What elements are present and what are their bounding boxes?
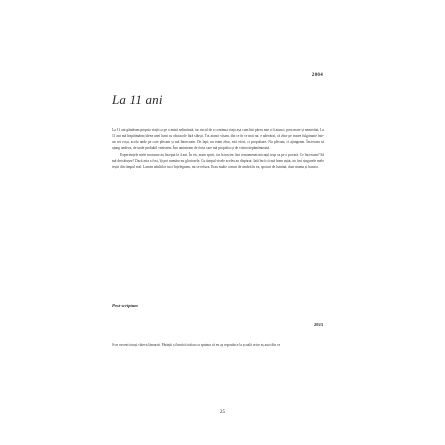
postscript-heading: Post-scriptum: [112, 303, 138, 308]
page-number: 25: [220, 410, 225, 415]
postscript-body: [112, 342, 324, 348]
chapter-body: [112, 127, 324, 170]
chapter-title: La 11 ani: [112, 92, 163, 107]
body-paragraph-1: La 11 ani gândeam propria viață ca pe o mină nelimitată, iar riscul de a continua viața așa cum îmi părea mie a fi atunci, prea mare și nemeritat. La 11 ani mă înspăimânta ideea unei lumi cu obstacole fără sfârșit. Tot atunci visam, din ce în ce mai rar, e adevărat, că zbor pe trasee fulgurante într-un cer roșu, acolo unde pe care plecam și mă întorceam. De fapt, nu eram zbor, nici efort, ci propulsare. Nu plecam, ci ajungeam. Încercam să ajung undeva, de unde probabil veniserm. Îmi aminteam de forța care mă propulsa și de viteza nepământeană.: [112, 128, 324, 151]
header-year: 2004: [311, 73, 323, 78]
postscript-paragraph-1: S-ar cuveni totuși câteva lămuriri. Părinții și bunicii trăiau cu spaima că eu aș reproduce la școală orice aș auzi din ce: [112, 343, 281, 347]
postscript-year: 2023: [314, 322, 323, 327]
body-paragraph-2: Experiențele mele nocturne au început la 4 ani. În vis, eram spirit, iar la trezire, îmi reasumeam micuțul trup ca pe o povară. Ce încercam? Să mă descătușez? Dacă asta a fost, îți pot număra nu gloriosele. Cu timpul visele acelea au dispărut. Iată încă că mă leam ușiat, au fost singurele mele ieșiri din timpul real. Lumea adultilor nu o înțelegeam, mi se refuza. Erau multe conuri de umbră în ea, spoturi de lumină, doar mama și bunica.: [112, 152, 324, 169]
